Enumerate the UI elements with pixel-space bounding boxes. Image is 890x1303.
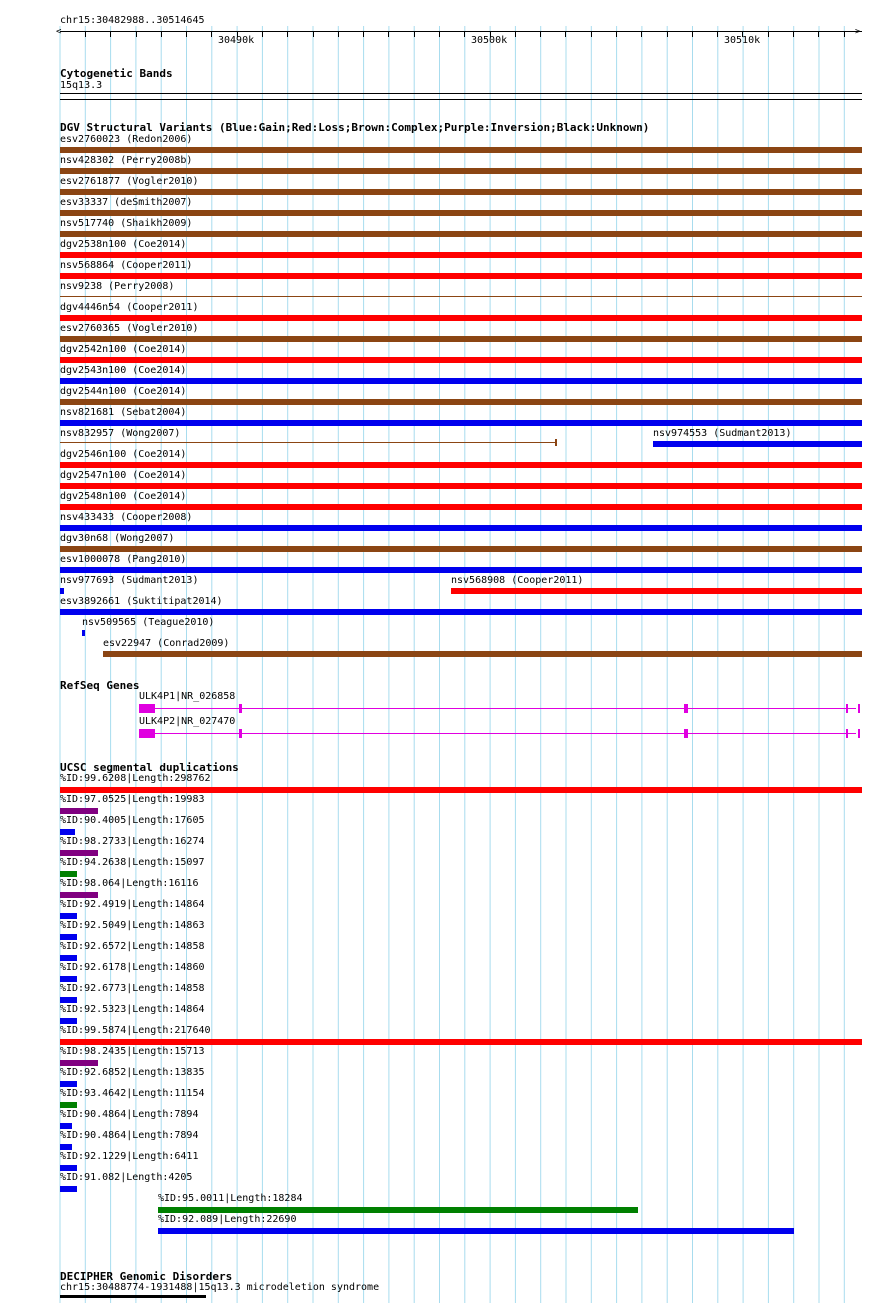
ruler-left-arrow: <	[56, 27, 62, 37]
dgv-variant-label[interactable]: esv2760365 (Vogler2010)	[60, 323, 199, 334]
ruler-tick	[136, 31, 137, 37]
ruler-tick	[793, 31, 794, 37]
gene-exon[interactable]	[858, 729, 860, 738]
cytoband-label[interactable]: 15q13.3	[60, 80, 103, 91]
dgv-variant-label[interactable]: esv2761877 (Vogler2010)	[60, 176, 199, 187]
gene-intron	[139, 708, 856, 709]
gene-exon[interactable]	[139, 729, 155, 738]
ruler-tick	[692, 31, 693, 37]
segdup-label[interactable]: %ID:98.2435|Length:15713	[60, 1046, 205, 1057]
dgv-variant-bar[interactable]	[60, 315, 862, 321]
dgv-variant-bar[interactable]	[60, 336, 862, 342]
segdup-bar[interactable]	[60, 913, 77, 919]
segdup-label[interactable]: %ID:92.089|Length:22690	[158, 1214, 297, 1225]
ruler-tick	[388, 31, 389, 37]
dgv-variant-bar[interactable]	[60, 525, 862, 531]
dgv-variant-bar[interactable]	[60, 189, 862, 195]
segdup-bar[interactable]	[60, 850, 98, 856]
dgv-variant-bar[interactable]	[60, 252, 862, 258]
dgv-variant-label[interactable]: nsv433433 (Cooper2008)	[60, 512, 193, 523]
gene-exon[interactable]	[139, 704, 155, 713]
dgv-variant-bar[interactable]	[60, 168, 862, 174]
segdup-bar[interactable]	[60, 1186, 77, 1192]
segdup-bar[interactable]	[158, 1228, 794, 1234]
dgv-track-title[interactable]: DGV Structural Variants (Blue:Gain;Red:Loss;Brown:Complex;Purple:Inversion;Black:Unknown)	[60, 121, 650, 134]
dgv-variant-bar[interactable]	[103, 651, 862, 657]
segdup-bar[interactable]	[60, 997, 77, 1003]
segdup-label[interactable]: %ID:92.6572|Length:14858	[60, 941, 205, 952]
dgv-variant-label[interactable]: nsv974553 (Sudmant2013)	[653, 428, 792, 439]
dgv-variant-bar[interactable]	[60, 567, 862, 573]
dgv-variant-bar[interactable]	[60, 399, 862, 405]
dgv-variant-label[interactable]: nsv821681 (Sebat2004)	[60, 407, 187, 418]
segdup-label[interactable]: %ID:92.1229|Length:6411	[60, 1151, 199, 1162]
ruler-right-arrow: >	[855, 27, 861, 37]
ruler-tick	[616, 31, 617, 37]
dgv-variant-label[interactable]: nsv568908 (Cooper2011)	[451, 575, 584, 586]
decipher-feature-bar[interactable]	[60, 1295, 206, 1298]
dgv-variant-label[interactable]: nsv568864 (Cooper2011)	[60, 260, 193, 271]
gene-exon[interactable]	[846, 704, 848, 713]
dgv-variant-label[interactable]: nsv517740 (Shaikh2009)	[60, 218, 193, 229]
segdup-bar[interactable]	[60, 871, 77, 877]
dgv-variant-end-cap	[555, 439, 557, 446]
segdup-label[interactable]: %ID:92.6178|Length:14860	[60, 962, 205, 973]
gene-exon[interactable]	[239, 704, 242, 713]
dgv-variant-bar[interactable]	[60, 609, 862, 615]
segdup-bar[interactable]	[158, 1207, 638, 1213]
ruler-tick	[591, 31, 592, 37]
dgv-variant-label[interactable]: dgv4446n54 (Cooper2011)	[60, 302, 199, 313]
ruler-tick-label: 30490k	[218, 35, 255, 46]
dgv-variant-bar[interactable]	[60, 210, 862, 216]
ruler-tick	[211, 31, 212, 37]
dgv-variant-bar[interactable]	[60, 546, 862, 552]
ruler-tick	[313, 31, 314, 37]
segdup-label[interactable]: %ID:94.2638|Length:15097	[60, 857, 205, 868]
segdup-label[interactable]: %ID:92.6852|Length:13835	[60, 1067, 205, 1078]
dgv-variant-label[interactable]: esv3892661 (Suktitipat2014)	[60, 596, 223, 607]
dgv-variant-label[interactable]: esv33337 (deSmith2007)	[60, 197, 193, 208]
gene-exon[interactable]	[858, 704, 860, 713]
ruler-tick	[667, 31, 668, 37]
ruler-tick	[363, 31, 364, 37]
dgv-variant-bar[interactable]	[60, 357, 862, 363]
dgv-variant-bar[interactable]	[60, 147, 862, 153]
segdup-label[interactable]: %ID:92.5049|Length:14863	[60, 920, 205, 931]
segdup-label[interactable]: %ID:95.0011|Length:18284	[158, 1193, 303, 1204]
dgv-variant-label[interactable]: dgv2547n100 (Coe2014)	[60, 470, 187, 481]
ruler-tick	[717, 31, 718, 37]
dgv-variant-label[interactable]: nsv832957 (Wong2007)	[60, 428, 181, 439]
dgv-variant-bar[interactable]	[60, 420, 862, 426]
dgv-variant-label[interactable]: dgv30n68 (Wong2007)	[60, 533, 175, 544]
segdup-label[interactable]: %ID:99.6208|Length:298762	[60, 773, 211, 784]
dgv-variant-label[interactable]: esv2760023 (Redon2006)	[60, 134, 193, 145]
segdup-bar[interactable]	[60, 787, 862, 793]
segdup-bar[interactable]	[60, 1123, 72, 1129]
ruler-tick	[844, 31, 845, 37]
gene-label[interactable]: ULK4P2|NR_027470	[139, 716, 236, 727]
segdup-label[interactable]: %ID:90.4864|Length:7894	[60, 1130, 199, 1141]
ruler-tick	[515, 31, 516, 37]
refseq-track-title[interactable]: RefSeq Genes	[60, 679, 140, 692]
segdup-bar[interactable]	[60, 955, 77, 961]
segdup-bar[interactable]	[60, 976, 77, 982]
segdup-bar[interactable]	[60, 829, 75, 835]
cytoband-line-top	[60, 93, 862, 94]
ruler-tick-label: 30500k	[471, 35, 508, 46]
segdup-bar[interactable]	[60, 934, 77, 940]
ruler-tick	[641, 31, 642, 37]
gene-intron	[139, 733, 856, 734]
dgv-variant-label[interactable]: dgv2546n100 (Coe2014)	[60, 449, 187, 460]
dgv-variant-bar[interactable]	[60, 504, 862, 510]
segdup-label[interactable]: %ID:98.064|Length:16116	[60, 878, 199, 889]
dgv-variant-bar[interactable]	[60, 462, 862, 468]
segdup-label[interactable]: %ID:97.0525|Length:19983	[60, 794, 205, 805]
segdup-bar[interactable]	[60, 1018, 77, 1024]
ruler-tick	[85, 31, 86, 37]
gene-exon[interactable]	[239, 729, 242, 738]
ruler-tick	[338, 31, 339, 37]
dgv-variant-label[interactable]: nsv509565 (Teague2010)	[82, 617, 215, 628]
segdup-track-title[interactable]: UCSC segmental duplications	[60, 761, 239, 774]
cytobands-track-title[interactable]: Cytogenetic Bands	[60, 67, 173, 80]
ruler-tick	[262, 31, 263, 37]
segdup-label[interactable]: %ID:98.2733|Length:16274	[60, 836, 205, 847]
ruler-tick	[439, 31, 440, 37]
dgv-variant-bar[interactable]	[60, 231, 862, 237]
dgv-variant-label[interactable]: esv22947 (Conrad2009)	[103, 638, 230, 649]
dgv-variant-bar[interactable]	[60, 378, 862, 384]
gene-exon[interactable]	[684, 729, 688, 738]
segdup-bar[interactable]	[60, 1060, 98, 1066]
gene-label[interactable]: ULK4P1|NR_026858	[139, 691, 236, 702]
segdup-label[interactable]: %ID:92.6773|Length:14858	[60, 983, 205, 994]
segdup-bar[interactable]	[60, 1081, 77, 1087]
ruler-tick	[565, 31, 566, 37]
segdup-bar[interactable]	[60, 1165, 77, 1171]
dgv-variant-label[interactable]: dgv2542n100 (Coe2014)	[60, 344, 187, 355]
segdup-label[interactable]: %ID:90.4005|Length:17605	[60, 815, 205, 826]
ruler-tick	[110, 31, 111, 37]
dgv-variant-label[interactable]: dgv2543n100 (Coe2014)	[60, 365, 187, 376]
gene-exon[interactable]	[684, 704, 688, 713]
dgv-variant-label[interactable]: esv1000078 (Pang2010)	[60, 554, 187, 565]
dgv-variant-label[interactable]: dgv2544n100 (Coe2014)	[60, 386, 187, 397]
segdup-bar[interactable]	[60, 1144, 72, 1150]
gene-exon[interactable]	[846, 729, 848, 738]
segdup-label[interactable]: %ID:91.082|Length:4205	[60, 1172, 193, 1183]
dgv-variant-label[interactable]: nsv977693 (Sudmant2013)	[60, 575, 199, 586]
decipher-item-label[interactable]: chr15:30488774-1931488|15q13.3 microdeletion syndrome	[60, 1282, 380, 1293]
dgv-variant-bar[interactable]	[60, 442, 556, 443]
ruler-tick	[186, 31, 187, 37]
dgv-variant-bar[interactable]	[60, 296, 862, 297]
ruler-tick	[161, 31, 162, 37]
ruler-tick-label: 30510k	[724, 35, 761, 46]
dgv-variant-label[interactable]: nsv428302 (Perry2008b)	[60, 155, 193, 166]
dgv-variant-bar[interactable]	[60, 588, 64, 594]
dgv-variant-bar[interactable]	[451, 588, 862, 594]
dgv-variant-label[interactable]: dgv2548n100 (Coe2014)	[60, 491, 187, 502]
segdup-label[interactable]: %ID:90.4864|Length:7894	[60, 1109, 199, 1120]
segdup-bar[interactable]	[60, 808, 98, 814]
segdup-label[interactable]: %ID:92.4919|Length:14864	[60, 899, 205, 910]
segdup-label[interactable]: %ID:93.4642|Length:11154	[60, 1088, 205, 1099]
ruler-tick	[287, 31, 288, 37]
dgv-variant-bar[interactable]	[82, 630, 85, 636]
ruler-tick	[768, 31, 769, 37]
ruler-tick	[464, 31, 465, 37]
dgv-variant-label[interactable]: nsv9238 (Perry2008)	[60, 281, 175, 292]
segdup-bar[interactable]	[60, 1039, 862, 1045]
segdup-bar[interactable]	[60, 1102, 77, 1108]
cytoband-line-bottom	[60, 99, 862, 100]
ruler-tick	[414, 31, 415, 37]
dgv-variant-bar[interactable]	[60, 273, 862, 279]
decipher-track-title[interactable]: DECIPHER Genomic Disorders	[60, 1270, 233, 1283]
ruler-location: chr15:30482988..30514645	[60, 15, 205, 26]
segdup-label[interactable]: %ID:99.5874|Length:217640	[60, 1025, 211, 1036]
segdup-bar[interactable]	[60, 892, 98, 898]
dgv-variant-bar[interactable]	[60, 483, 862, 489]
segdup-label[interactable]: %ID:92.5323|Length:14864	[60, 1004, 205, 1015]
ruler-tick	[540, 31, 541, 37]
dgv-variant-label[interactable]: dgv2538n100 (Coe2014)	[60, 239, 187, 250]
ruler-tick	[818, 31, 819, 37]
dgv-variant-bar[interactable]	[653, 441, 862, 447]
